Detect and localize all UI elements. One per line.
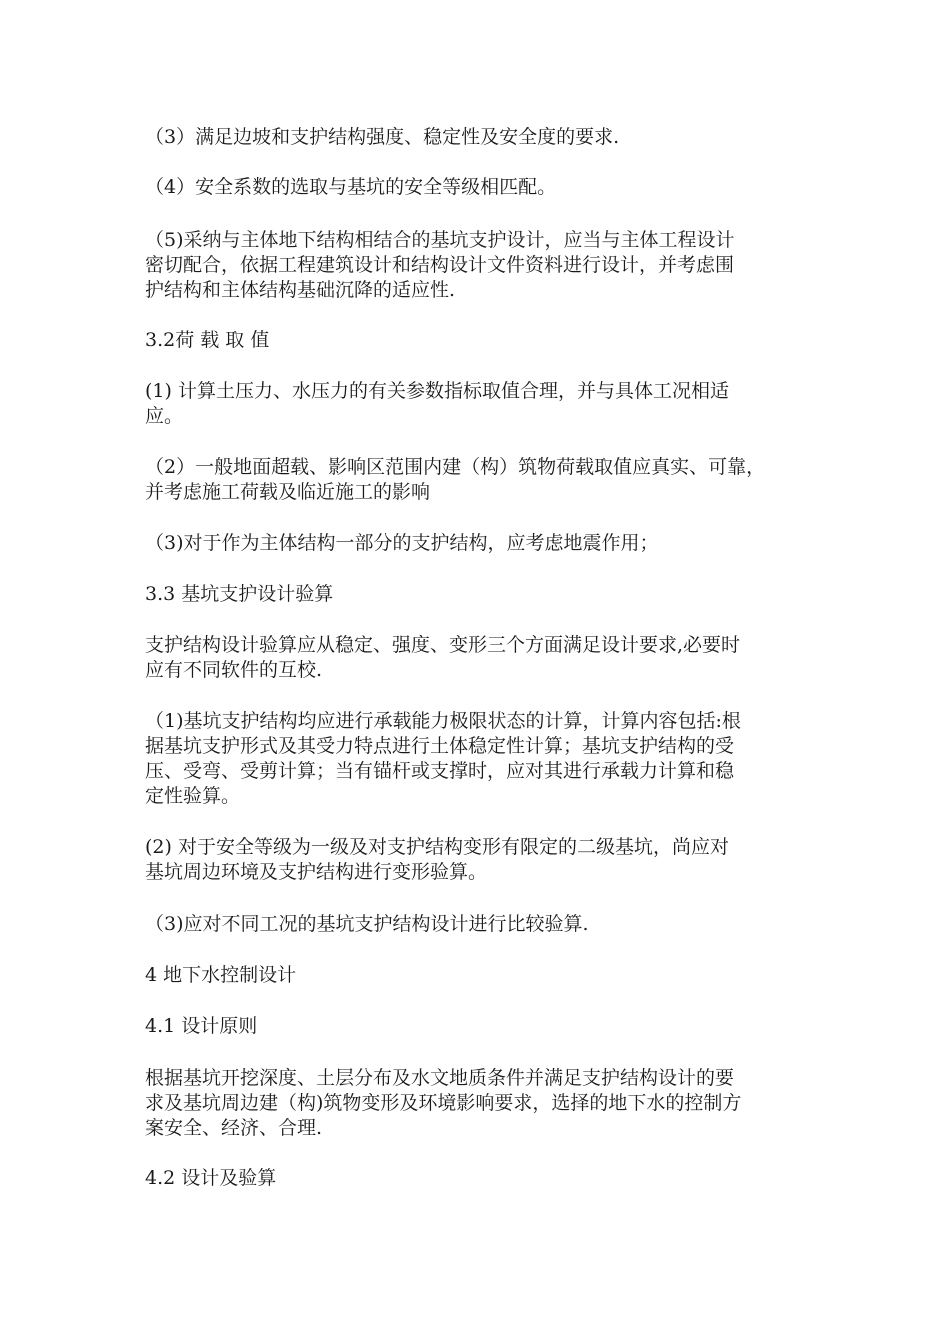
text-line: 求及基坑周边建（构)筑物变形及环境影响要求，选择的地下水的控制方 (145, 1092, 742, 1114)
text-line: 基坑周边环境及支护结构进行变形验算。 (145, 861, 488, 883)
text-line: 支护结构设计验算应从稳定、强度、变形三个方面满足设计要求,必要时 (145, 634, 741, 656)
paragraph-verification-intro (145, 633, 825, 683)
paragraph-requirement-4 (145, 175, 825, 200)
text-line: （1)基坑支护结构均应进行承载能力极限状态的计算，计算内容包括:根 (145, 710, 741, 732)
text-line: （5)采纳与主体地下结构相结合的基坑支护设计，应当与主体工程设计 (145, 229, 735, 251)
paragraph-load-1 (145, 379, 825, 429)
paragraph-load-3 (145, 531, 825, 556)
text-line: 定性验算。 (145, 785, 241, 807)
section-heading-4-2 (145, 1166, 825, 1191)
section-heading-4-1 (145, 1014, 825, 1039)
text-line: （2）一般地面超载、影响区范围内建（构）筑物荷载取值应真实、可靠， (145, 456, 766, 478)
text-line: 3.2荷 载 取 值 (145, 329, 270, 351)
text-line: 4 地下水控制设计 (145, 964, 297, 986)
text-line: （3)对于作为主体结构一部分的支护结构，应考虑地震作用； (145, 532, 659, 554)
section-heading-3-2 (145, 328, 825, 353)
text-line: 案安全、经济、合理. (145, 1117, 323, 1139)
text-line: 3.3 基坑支护设计验算 (145, 583, 334, 605)
text-line: 4.2 设计及验算 (145, 1167, 277, 1189)
text-line: 护结构和主体结构基础沉降的适应性. (145, 279, 456, 301)
paragraph-load-2 (145, 455, 825, 505)
paragraph-verification-2 (145, 835, 825, 885)
text-line: 根据基坑开挖深度、土层分布及水文地质条件并满足支护结构设计的要 (145, 1067, 735, 1089)
text-line: 据基坑支护形式及其受力特点进行土体稳定性计算；基坑支护结构的受 (145, 735, 735, 757)
section-heading-4 (145, 963, 825, 988)
text-line: 密切配合，依据工程建筑设计和结构设计文件资料进行设计，并考虑围 (145, 254, 735, 276)
section-heading-3-3 (145, 582, 825, 607)
paragraph-verification-1 (145, 709, 825, 809)
paragraph-requirement-5 (145, 228, 825, 303)
text-line: 4.1 设计原则 (145, 1015, 258, 1037)
paragraph-requirement-3 (145, 125, 825, 150)
text-line: （3）满足边坡和支护结构强度、稳定性及安全度的要求. (145, 126, 620, 148)
text-line: 应有不同软件的互校. (145, 659, 323, 681)
paragraph-verification-3 (145, 912, 825, 937)
text-line: （3)应对不同工况的基坑支护结构设计进行比较验算. (145, 913, 589, 935)
text-line: (2) 对于安全等级为一级及对支护结构变形有限定的二级基坑，尚应对 (145, 836, 729, 858)
text-line: (1) 计算土压力、水压力的有关参数指标取值合理，并与具体工况相适 (145, 380, 729, 402)
text-line: 压、受弯、受剪计算；当有锚杆或支撑时，应对其进行承载力计算和稳 (145, 760, 735, 782)
text-line: 应。 (145, 405, 184, 427)
text-line: 并考虑施工荷载及临近施工的影响 (145, 481, 431, 503)
paragraph-design-principle (145, 1066, 825, 1141)
text-line: （4）安全系数的选取与基坑的安全等级相匹配。 (145, 176, 557, 198)
